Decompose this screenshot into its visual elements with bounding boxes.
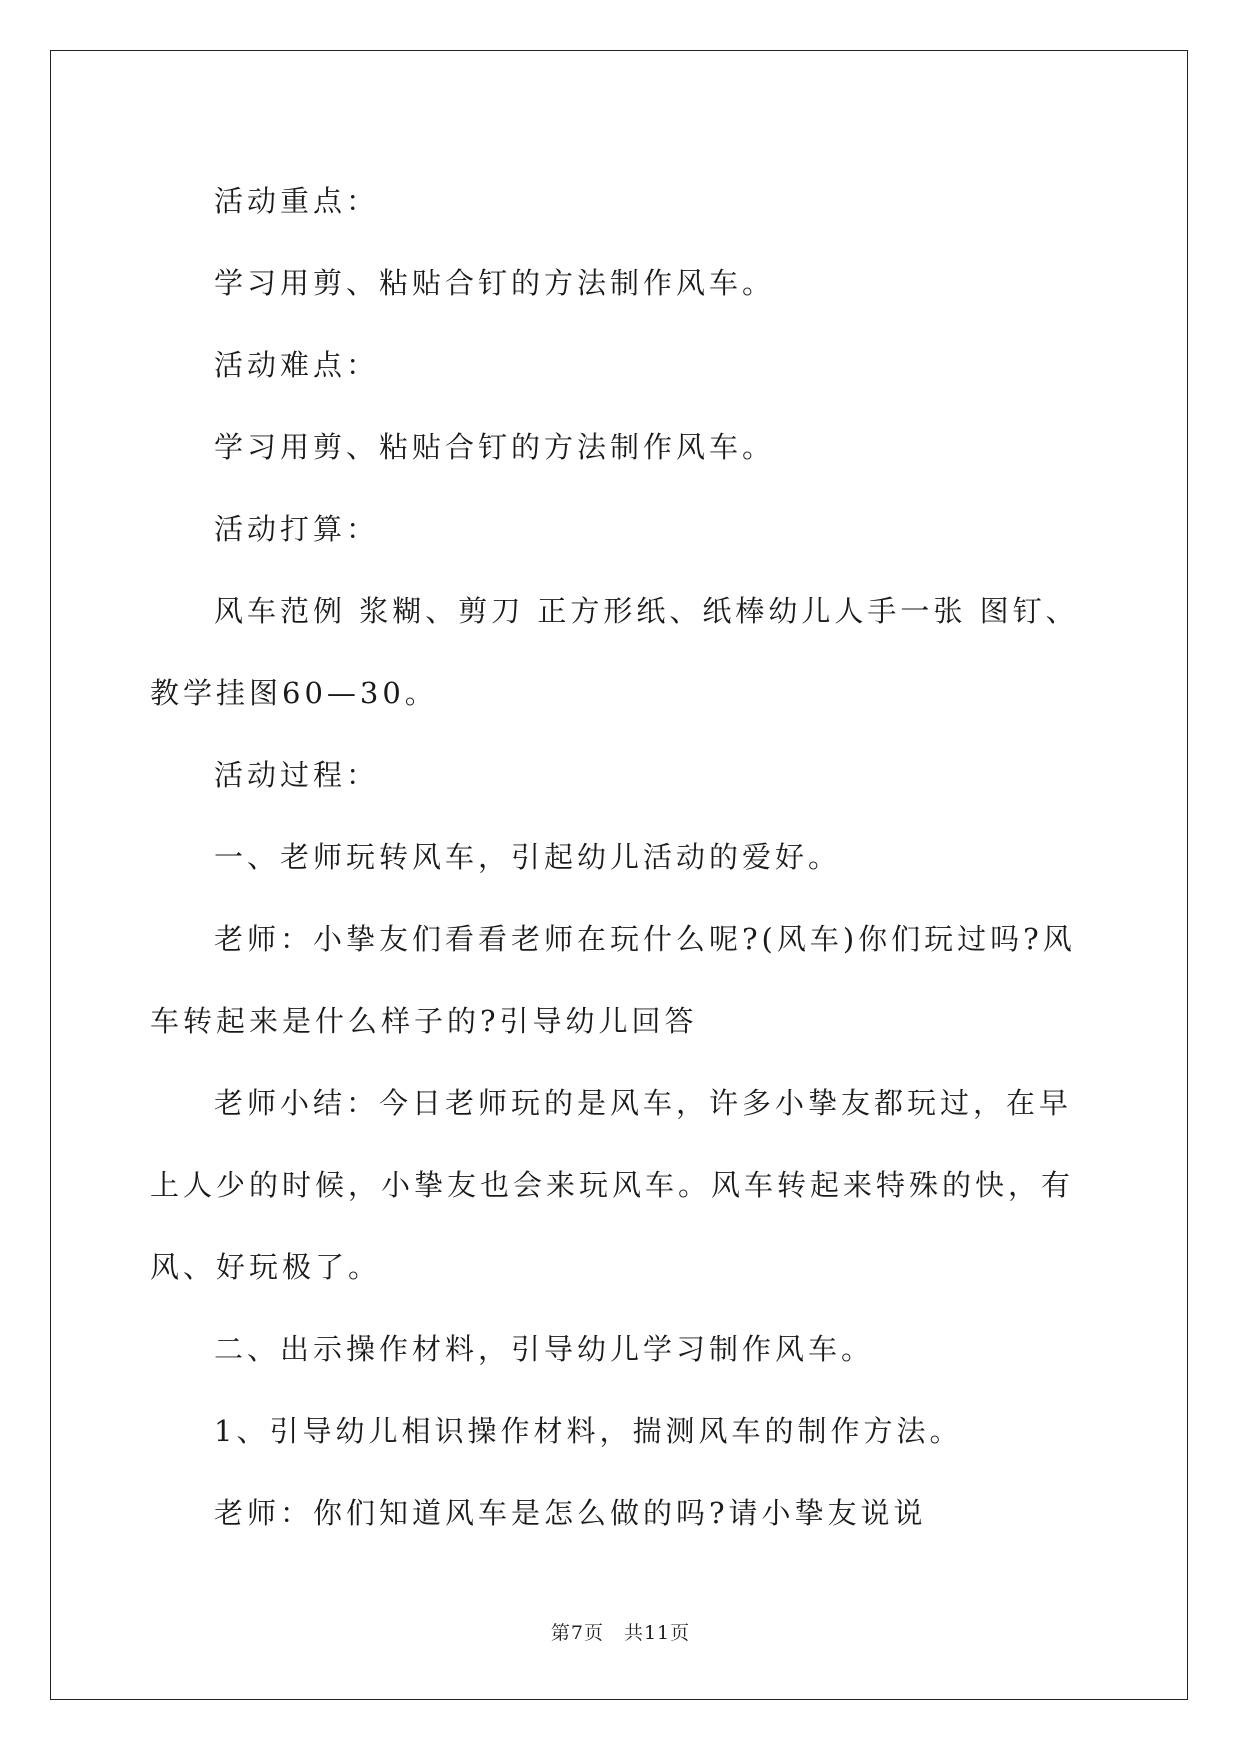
page-footer: [0, 1618, 1241, 1645]
heading-difficulties: 活动难点：: [214, 348, 380, 382]
paragraph-teacher-prompt: 老师：你们知道风车是怎么做的吗?请小挚友说说: [214, 1496, 927, 1530]
paragraph-substep-one: 1、引导幼儿相识操作材料，揣测风车的制作方法。: [214, 1414, 963, 1448]
paragraph-key-points: 学习用剪、粘贴合钉的方法制作风车。: [214, 266, 776, 300]
page-total: 共11页: [623, 1622, 691, 1644]
page-number: 第7页: [550, 1622, 604, 1644]
paragraph-teacher-question: 老师：小挚友们看看老师在玩什么呢?(风车)你们玩过吗?风车转起来是什么样子的?引导幼儿回答: [150, 922, 1076, 1038]
paragraph-teacher-summary: 老师小结：今日老师玩的是风车，许多小挚友都玩过，在早上人少的时候，小挚友也会来玩风车。风车转起来特殊的快，有风、好玩极了。: [150, 1086, 1075, 1284]
heading-process: 活动过程：: [214, 758, 380, 792]
heading-key-points: 活动重点：: [214, 184, 380, 218]
paragraph-difficulties: 学习用剪、粘贴合钉的方法制作风车。: [214, 430, 776, 464]
paragraph-preparation: 风车范例 浆糊、剪刀 正方形纸、纸棒幼儿人手一张 图钉、教学挂图60—30。: [150, 594, 1079, 710]
paragraph-step-two: 二、出示操作材料，引导幼儿学习制作风车。: [214, 1332, 875, 1366]
paragraph-step-one: 一、老师玩转风车，引起幼儿活动的爱好。: [214, 840, 842, 874]
heading-preparation: 活动打算：: [214, 512, 380, 546]
document-body: [150, 160, 1080, 1554]
